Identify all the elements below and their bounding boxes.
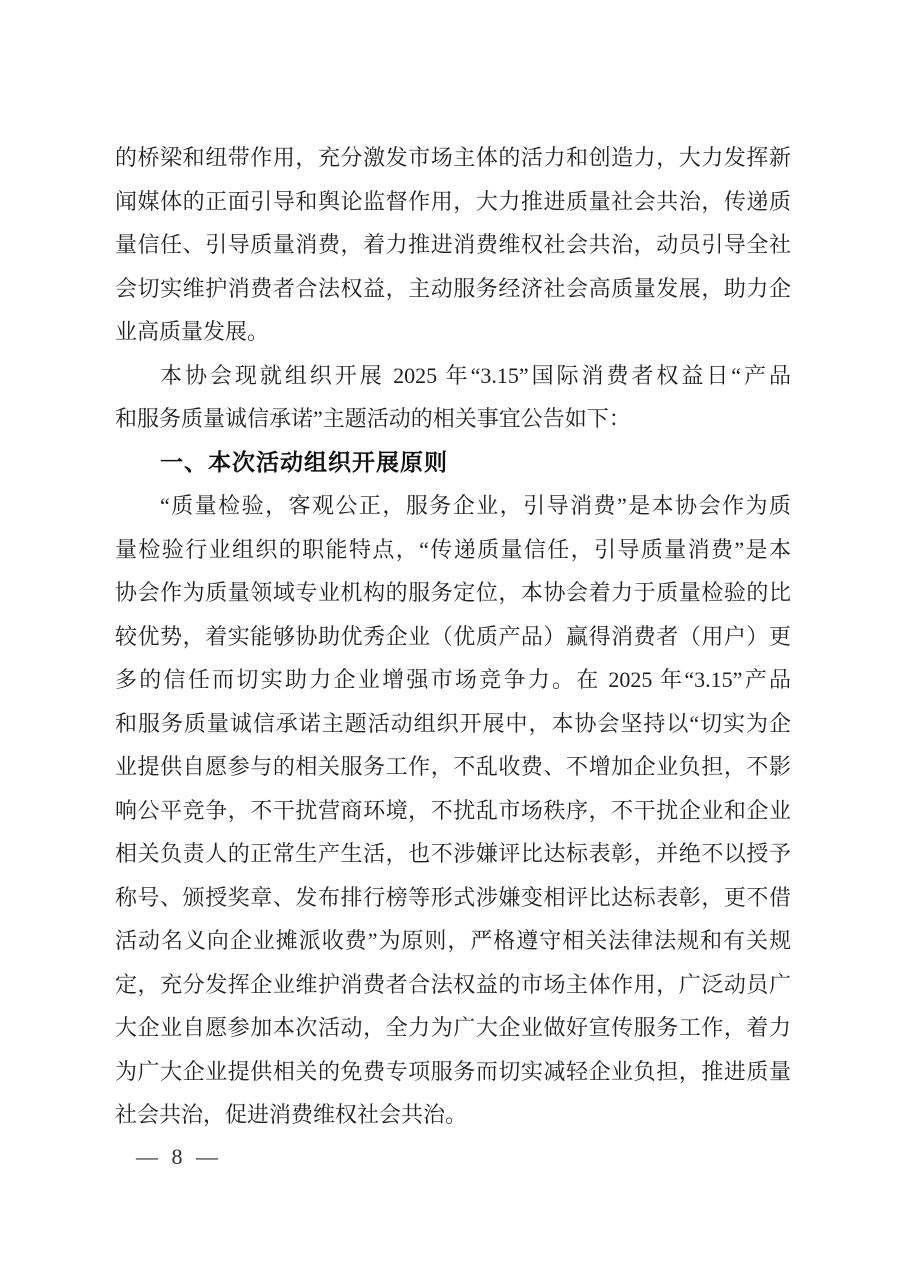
text-line: 量检验行业组织的职能特点，“传递质量信任，引导质量消费”是本 bbox=[115, 536, 791, 562]
text-line: 本协会现就组织开展 2025 年“3.15”国际消费者权益日“产品 bbox=[160, 362, 791, 388]
document-body bbox=[115, 136, 791, 1137]
text-line: 社会共治，促进消费维权社会共治。 bbox=[115, 1102, 468, 1127]
paragraph bbox=[115, 484, 791, 1137]
page-number: — 8 — bbox=[136, 1144, 222, 1169]
text-line: 和服务质量诚信承诺主题活动组织开展中，本协会坚持以“切实为企 bbox=[115, 710, 791, 736]
text-line: 活动名义向企业摊派收费”为原则，严格遵守相关法律法规和有关规 bbox=[115, 928, 791, 953]
text-line: 业高质量发展。 bbox=[115, 319, 270, 344]
text-line: 协会作为质量领域专业机构的服务定位，本协会着力于质量检验的比 bbox=[115, 580, 791, 605]
text-line: 大企业自愿参加本次活动，全力为广大企业做好宣传服务工作，着力 bbox=[115, 1015, 791, 1040]
text-line: 响公平竞争，不干扰营商环境，不扰乱市场秩序，不干扰企业和企业 bbox=[115, 797, 791, 823]
text-line: 多的信任而切实助力企业增强市场竞争力。在 2025 年“3.15”产品 bbox=[115, 667, 791, 692]
text-line: 较优势，着实能够协助优秀企业（优质产品）赢得消费者（用户）更 bbox=[115, 623, 791, 649]
text-line: 量信任、引导质量消费，着力推进消费维权社会共治，动员引导全社 bbox=[115, 232, 791, 257]
text-line: 定，充分发挥企业维护消费者合法权益的市场主体作用，广泛动员广 bbox=[115, 971, 791, 997]
section-heading: 一、本次活动组织开展原则 bbox=[160, 448, 448, 475]
text-line: “质量检验，客观公正，服务企业，引导消费”是本协会作为质 bbox=[160, 493, 791, 518]
text-line: 为广大企业提供相关的免费专项服务而切实减轻企业负担，推进质量 bbox=[115, 1058, 791, 1084]
paragraph bbox=[115, 354, 791, 441]
text-line: 会切实维护消费者合法权益，主动服务经济社会高质量发展，助力企 bbox=[115, 275, 791, 301]
text-line: 的桥梁和纽带作用，充分激发市场主体的活力和创造力，大力发挥新 bbox=[115, 145, 791, 170]
text-line: 和服务质量诚信承诺”主题活动的相关事宜公告如下： bbox=[115, 406, 631, 431]
text-line: 闻媒体的正面引导和舆论监督作用，大力推进质量社会共治，传递质 bbox=[115, 188, 791, 214]
text-line: 相关负责人的正常生产生活，也不涉嫌评比达标表彰，并绝不以授予 bbox=[115, 841, 791, 866]
text-line: 业提供自愿参与的相关服务工作，不乱收费、不增加企业负担，不影 bbox=[115, 754, 791, 779]
text-line: 称号、颁授奖章、发布排行榜等形式涉嫌变相评比达标表彰，更不借 bbox=[115, 884, 791, 910]
paragraph bbox=[115, 136, 791, 354]
